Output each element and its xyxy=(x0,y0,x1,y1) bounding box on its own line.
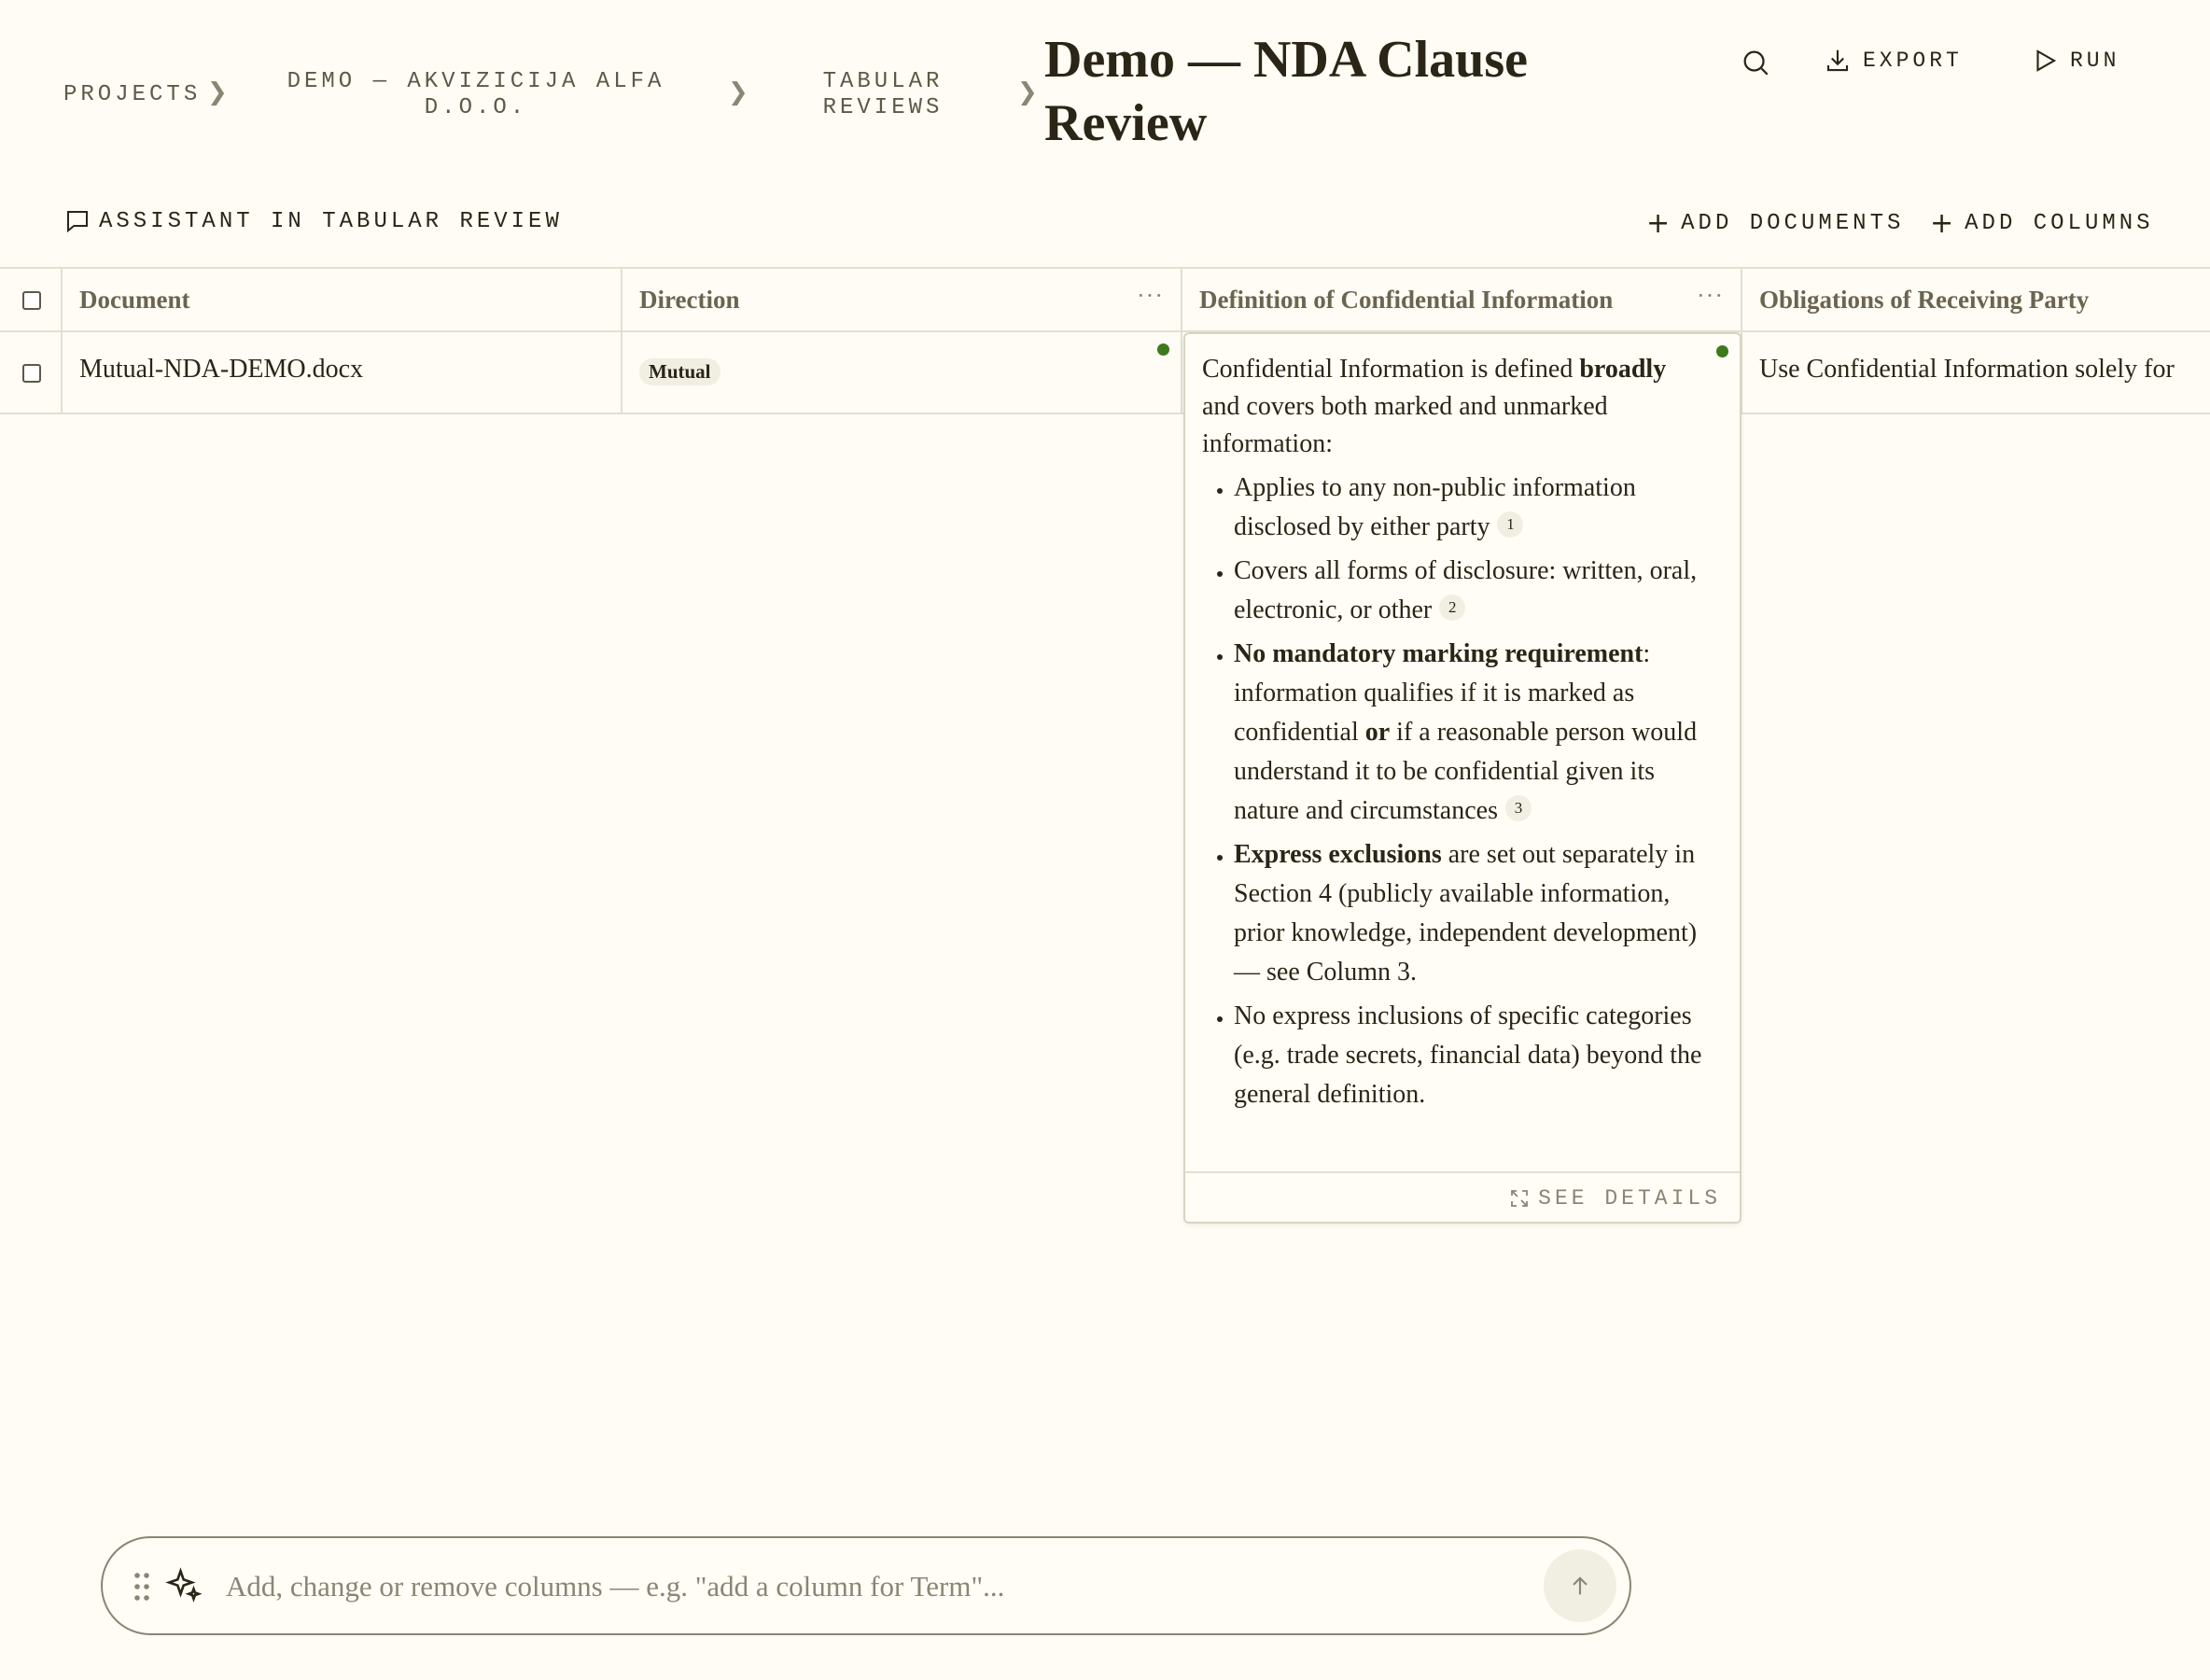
popover-content xyxy=(1202,351,1706,1119)
table-header-row xyxy=(0,267,2210,332)
intro-text: Confidential Information is defined xyxy=(1202,355,1580,384)
toolbar xyxy=(0,207,2210,254)
bullet-bold: No mandatory marking requirement xyxy=(1234,639,1644,668)
bullet-text: No express inclusions of specific categories (e.g. trade secrets, financial data) beyond the general definition. xyxy=(1234,1001,1702,1109)
citation-badge[interactable]: 3 xyxy=(1505,795,1532,821)
send-button[interactable] xyxy=(1544,1549,1616,1622)
play-icon xyxy=(2031,47,2059,75)
definition-intro xyxy=(1202,351,1706,463)
status-indicator xyxy=(1716,345,1728,357)
direction-cell[interactable] xyxy=(622,332,1182,413)
breadcrumb-section-label: TABULAR xyxy=(822,69,944,94)
row-select-cell xyxy=(0,332,63,413)
drag-handle-icon[interactable] xyxy=(133,1570,151,1603)
plus-icon: + xyxy=(1646,207,1674,240)
composer-input[interactable] xyxy=(226,1564,1439,1609)
run-label: RUN xyxy=(2070,49,2120,73)
table-row xyxy=(0,332,2210,414)
column-header-obligations[interactable] xyxy=(1742,269,2210,330)
bullet-text: if a reasonable person would understand it to be confidential given its nature and circumstances xyxy=(1234,718,1698,825)
column-header-definition[interactable] xyxy=(1182,269,1742,330)
column-header-label: Direction xyxy=(639,286,740,314)
sparkle-icon xyxy=(164,1566,203,1605)
column-composer xyxy=(101,1536,1631,1635)
breadcrumb-project[interactable] xyxy=(280,69,672,121)
top-bar xyxy=(0,0,2210,177)
bullet-bold: Express exclusions xyxy=(1234,840,1442,869)
search-button[interactable] xyxy=(1740,47,1771,78)
bullet-text: Covers all forms of disclosure: written, oral, electronic, or other xyxy=(1234,556,1698,624)
export-label: EXPORT xyxy=(1863,49,1963,73)
list-item xyxy=(1234,469,1706,547)
cell-expanded-popover[interactable] xyxy=(1183,332,1741,1224)
export-button[interactable] xyxy=(1824,47,1963,75)
document-name: Mutual-NDA-DEMO.docx xyxy=(79,355,364,384)
assistant-label: ASSISTANT IN TABULAR REVIEW xyxy=(99,208,563,234)
obligations-cell[interactable] xyxy=(1742,332,2210,413)
arrow-up-icon xyxy=(1567,1573,1593,1599)
select-all-cell xyxy=(0,269,63,330)
plus-icon: + xyxy=(1930,207,1958,240)
see-details-label: SEE DETAILS xyxy=(1538,1186,1721,1211)
citation-badge[interactable]: 2 xyxy=(1439,595,1465,621)
column-header-label: Obligations of Receiving Party xyxy=(1759,286,2090,314)
run-button[interactable] xyxy=(2031,47,2119,75)
chevron-right-icon: ❯ xyxy=(1017,78,1038,106)
add-documents-button[interactable] xyxy=(1646,207,1904,240)
page-title-line-2: Review xyxy=(1044,94,1208,152)
column-header-label: Document xyxy=(79,286,190,314)
add-documents-label: ADD DOCUMENTS xyxy=(1681,211,1905,236)
page-title-line-1: Demo — NDA Clause xyxy=(1044,31,1528,89)
more-dots-icon[interactable]: ··· xyxy=(1137,282,1164,309)
list-item xyxy=(1234,635,1706,831)
search-icon xyxy=(1740,47,1771,78)
intro-text-2: and covers both marked and unmarked information: xyxy=(1202,392,1608,458)
direction-badge: Mutual xyxy=(639,358,720,385)
document-cell[interactable] xyxy=(63,332,622,413)
column-header-direction[interactable] xyxy=(622,269,1182,330)
list-item xyxy=(1234,552,1706,630)
bullet-text: Applies to any non-public information disclosed by either party xyxy=(1234,473,1636,541)
bullet-text: : information qualifies if it is marked as confidential xyxy=(1234,639,1651,747)
list-item xyxy=(1234,997,1706,1114)
select-all-checkbox[interactable] xyxy=(22,291,41,310)
assistant-toggle[interactable] xyxy=(63,207,563,235)
popover-footer xyxy=(1185,1171,1740,1222)
list-item xyxy=(1234,835,1706,992)
page-title xyxy=(1044,28,1604,155)
breadcrumb-project-label-2: D.O.O. xyxy=(424,95,528,120)
status-indicator xyxy=(1157,343,1169,356)
more-dots-icon[interactable]: ··· xyxy=(1697,282,1724,309)
download-icon xyxy=(1824,47,1852,75)
add-columns-label: ADD COLUMNS xyxy=(1965,211,2154,236)
bullet-bold: or xyxy=(1364,718,1391,747)
intro-bold: broadly xyxy=(1579,355,1667,384)
bullet-text: are set out separately in Section 4 (publicly available information, prior knowledge, independent development) — see Column 3. xyxy=(1234,840,1698,987)
breadcrumb-section-label-2: REVIEWS xyxy=(822,95,944,120)
definition-list xyxy=(1234,469,1706,1114)
obligations-preview: Use Confidential Information solely for xyxy=(1759,355,2175,384)
breadcrumb-project-label: DEMO — AKVIZICIJA ALFA xyxy=(287,69,665,94)
citation-badge[interactable]: 1 xyxy=(1497,511,1523,538)
chevron-right-icon: ❯ xyxy=(207,78,228,106)
expand-icon xyxy=(1508,1187,1531,1210)
chat-bubble-icon xyxy=(63,207,91,235)
breadcrumb-projects-label: PROJECTS xyxy=(63,82,202,107)
breadcrumb-tabular-reviews[interactable] xyxy=(808,69,958,121)
see-details-button[interactable] xyxy=(1508,1186,1721,1211)
chevron-right-icon: ❯ xyxy=(728,78,748,106)
add-columns-button[interactable] xyxy=(1930,207,2154,240)
row-checkbox[interactable] xyxy=(22,364,41,383)
column-header-label: Definition of Confidential Information xyxy=(1199,286,1614,314)
breadcrumb-projects[interactable] xyxy=(63,82,201,108)
column-header-document[interactable] xyxy=(63,269,622,330)
